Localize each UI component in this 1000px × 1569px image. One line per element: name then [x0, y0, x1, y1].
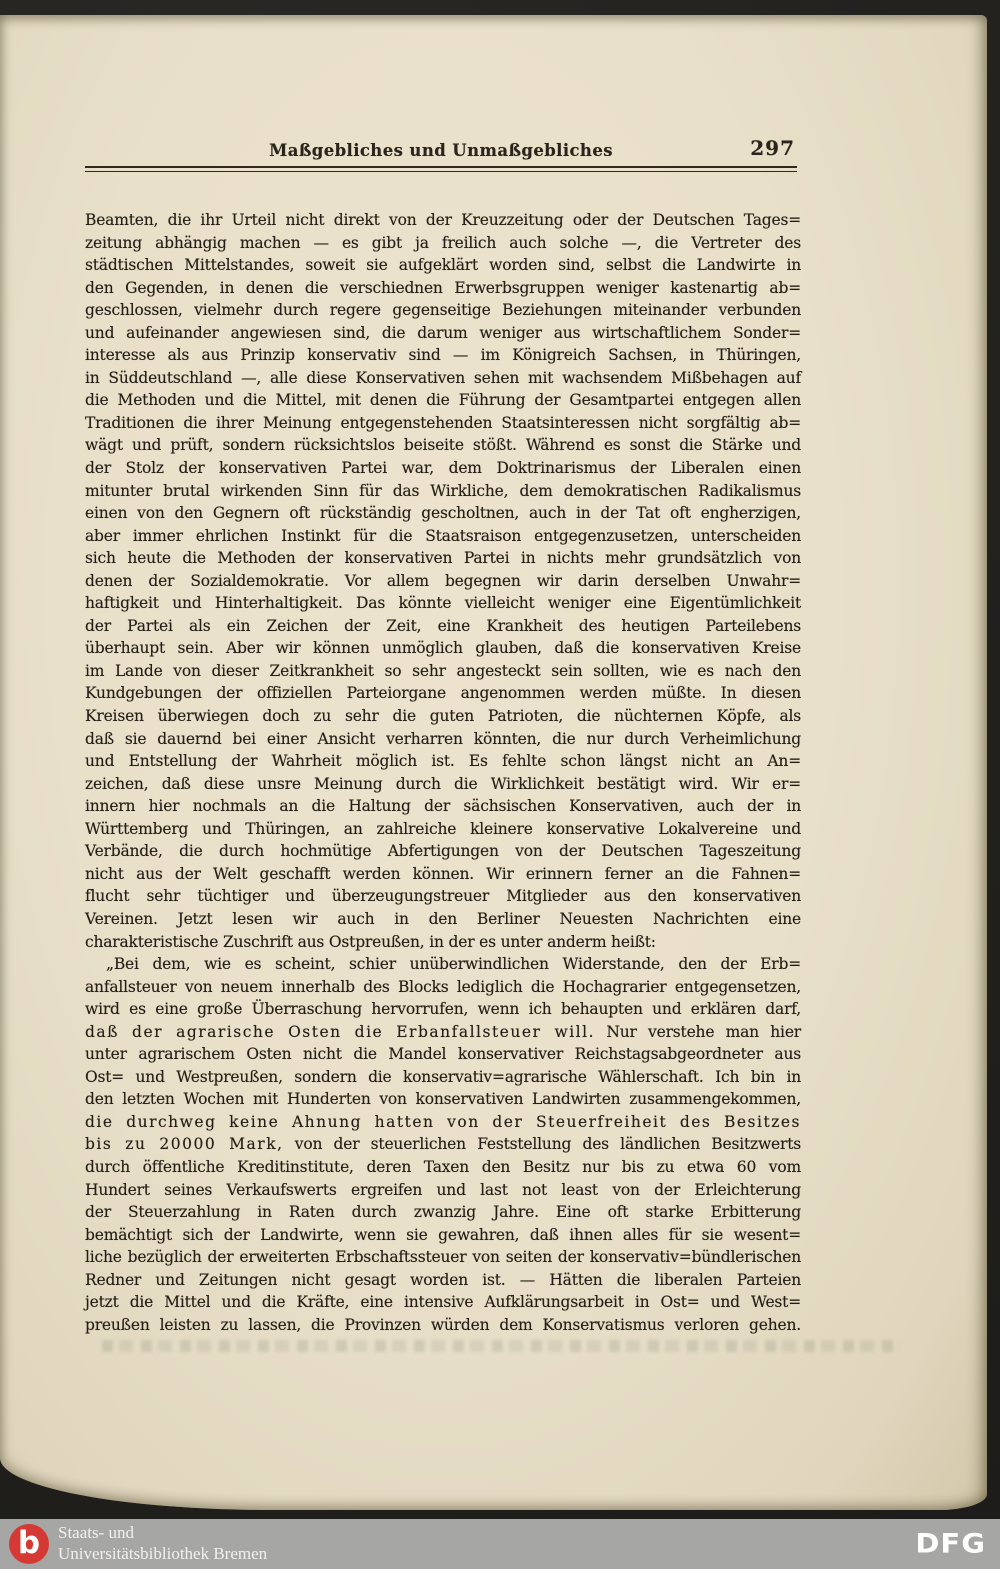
- text-segment: in Süddeutschland —, alle diese Konservativen sehen mit wachsendem Mißbehagen auf: [85, 368, 801, 387]
- text-segment: unter agrarischem Osten nicht die Mandel konservativer Reichstagsabgeordneter aus: [85, 1045, 801, 1064]
- text-segment: flucht sehr tüchtiger und überzeugungstreuer Mitglieder aus den konservativen: [85, 887, 801, 906]
- text-line: [85, 840, 801, 863]
- text-segment: wägt und prüft, sondern rücksichtslos beiseite stößt. Während es sonst die Stärke und: [85, 436, 801, 455]
- text-segment: liche bezüglich der erweiterten Erbschaftssteuer von seiten der konservativ=bündlerischen: [85, 1248, 801, 1267]
- library-name-line1: Staats- und: [58, 1523, 135, 1542]
- text-line: [85, 592, 801, 615]
- dfg-logo: DFG: [915, 1527, 986, 1559]
- text-line: [85, 953, 801, 976]
- text-segment: charakteristische Zuschrift aus Ostpreußen, in der es unter anderm heißt:: [85, 932, 656, 951]
- page-body-text: [85, 209, 801, 1336]
- emphasized-text-segment: daß der agrarische Osten die Erbanfallsteuer will.: [85, 1022, 596, 1041]
- text-segment: wird es eine große Überraschung hervorrufen, wenn ich behaupten und erklären darf,: [85, 1000, 801, 1019]
- text-line: [85, 1224, 801, 1247]
- text-line: [85, 750, 801, 773]
- text-segment: zeichen, daß diese unsre Meinung durch die Wirklichkeit bestätigt wird. Wir er=: [85, 774, 801, 793]
- text-segment: den letzten Wochen mit Hunderten von konservativen Landwirten zusammengekommen,: [85, 1090, 801, 1109]
- text-segment: Württemberg und Thüringen, an zahlreiche kleinere konservative Lokalvereine und: [85, 819, 801, 838]
- text-segment: und aufeinander angewiesen sind, die darum weniger aus wirtschaftlichem Sonder=: [85, 323, 801, 342]
- text-segment: Hundert seines Verkaufswerts ergreifen und last not least von der Erleichterung: [85, 1180, 801, 1199]
- text-line: [85, 1066, 801, 1089]
- header-rule: [85, 166, 797, 172]
- text-segment: der Partei als ein Zeichen der Zeit, eine Krankheit des heutigen Parteilebens: [85, 616, 801, 635]
- text-line: [85, 1201, 801, 1224]
- text-segment: Traditionen die ihrer Meinung entgegenstehenden Staatsinteressen nicht sorgfältig ab=: [85, 413, 801, 432]
- book-page: [0, 15, 987, 1510]
- text-segment: Kreisen überwiegen doch zu sehr die guten Patrioten, die nüchternen Köpfe, als: [85, 707, 801, 726]
- text-line: [85, 1133, 801, 1156]
- text-line: [85, 344, 801, 367]
- ink-bleedthrough: [102, 1340, 900, 1352]
- text-line: [85, 232, 801, 255]
- text-line: [85, 885, 801, 908]
- text-segment: denen der Sozialdemokratie. Vor allem begegnen wir darin derselben Unwahr=: [85, 571, 801, 590]
- text-line: [85, 1043, 801, 1066]
- text-segment: preußen leisten zu lassen, die Provinzen würden dem Konservatismus verloren gehen.: [85, 1315, 801, 1334]
- text-line: [85, 908, 801, 931]
- text-line: [85, 1291, 801, 1314]
- text-line: [85, 547, 801, 570]
- text-segment: jetzt die Mittel und die Kräfte, eine intensive Aufklärungsarbeit in Ost= und West=: [85, 1293, 801, 1312]
- text-line: [85, 1088, 801, 1111]
- text-line: [85, 660, 801, 683]
- text-segment: der Stolz der konservativen Partei war, dem Doktrinarismus der Liberalen einen: [85, 459, 801, 478]
- text-line: [85, 682, 801, 705]
- text-segment: aber immer ehrlichen Instinkt für die Staatsraison entgegenzusetzen, unterscheiden: [85, 526, 801, 545]
- text-line: [85, 773, 801, 796]
- text-line: [85, 570, 801, 593]
- text-segment: Ost= und Westpreußen, sondern die konservativ=agrarische Wählerschaft. Ich bin in: [85, 1067, 801, 1086]
- text-segment: mitunter brutal wirkenden Sinn für das Wirkliche, dem demokratischen Radikalismus: [85, 481, 801, 500]
- running-header: [85, 138, 797, 162]
- emphasized-text-segment: die durchweg keine Ahnung hatten von der Steuerfreiheit des Besitzes: [85, 1112, 801, 1131]
- text-line: [85, 1246, 801, 1269]
- text-line: [85, 615, 801, 638]
- library-name: [58, 1523, 267, 1564]
- text-line: [85, 525, 801, 548]
- library-name-line2: Universitätsbibliothek Bremen: [58, 1543, 268, 1563]
- text-segment: bemächtigt sich der Landwirte, wenn sie gewahren, daß ihnen alles für sie wesent=: [85, 1225, 801, 1244]
- text-segment: Kundgebungen der offiziellen Parteiorgane angenommen werden müßte. In diesen: [85, 684, 801, 703]
- text-line: [85, 209, 801, 232]
- text-line: [85, 434, 801, 457]
- page-number: 297: [750, 136, 795, 160]
- text-segment: daß sie dauernd bei einer Ansicht verharren könnten, die nur durch Verheimlichung: [85, 729, 801, 748]
- text-line: [85, 637, 801, 660]
- library-footer-bar: [0, 1519, 1000, 1569]
- text-segment: im Lande von dieser Zeitkrankheit so sehr angesteckt sein sollten, wie es nach den: [85, 661, 801, 680]
- text-segment: durch öffentliche Kreditinstitute, deren Taxen den Besitz nur bis zu etwa 60 vom: [85, 1157, 801, 1176]
- text-line: [85, 480, 801, 503]
- running-header-title: Maßgebliches und Unmaßgebliches: [269, 141, 613, 160]
- text-line: [85, 1269, 801, 1292]
- text-segment: der Steuerzahlung in Raten durch zwanzig Jahre. Eine oft starke Erbitterung: [85, 1203, 801, 1222]
- text-segment: innern hier nochmals an die Haltung der sächsischen Konservativen, auch der in: [85, 797, 801, 816]
- text-line: [85, 502, 801, 525]
- text-line: [85, 367, 801, 390]
- text-segment: von der steuerlichen Feststellung des ländlichen Besitzwerts: [283, 1135, 801, 1154]
- text-segment: überhaupt sein. Aber wir können unmöglich glauben, daß die konservativen Kreise: [85, 639, 801, 658]
- text-line: [85, 412, 801, 435]
- text-line: [85, 705, 801, 728]
- text-segment: Verbände, die durch hochmütige Abfertigungen von der Deutschen Tageszeitung: [85, 842, 801, 861]
- text-line: [85, 322, 801, 345]
- text-line: [85, 299, 801, 322]
- text-segment: haftigkeit und Hinterhaltigkeit. Das könnte vielleicht weniger eine Eigentümlichkeit: [85, 594, 801, 613]
- text-line: [85, 1021, 801, 1044]
- text-line: [85, 728, 801, 751]
- text-line: [85, 1111, 801, 1134]
- text-line: [85, 389, 801, 412]
- text-segment: „Bei dem, wie es scheint, schier unüberwindlichen Widerstande, den der Erb=: [106, 955, 801, 974]
- text-segment: Nur verstehe man hier: [595, 1022, 802, 1041]
- text-segment: interesse als aus Prinzip konservativ sind — im Königreich Sachsen, in Thüringen,: [85, 346, 801, 365]
- text-line: [85, 277, 801, 300]
- text-segment: zeitung abhängig machen — es gibt ja freilich auch solche —, die Vertreter des: [85, 233, 801, 252]
- text-line: [85, 818, 801, 841]
- text-segment: anfallsteuer von neuem innerhalb des Blocks lediglich die Hochagrarier entgegensetzen,: [85, 977, 801, 996]
- text-segment: den Gegenden, in denen die verschiednen Erwerbsgruppen weniger kastenartig ab=: [85, 278, 801, 297]
- text-segment: und Entstellung der Wahrheit möglich ist. Es fehlte schon längst nicht an An=: [85, 752, 801, 771]
- text-segment: nicht aus der Welt geschafft werden können. Wir erinnern ferner an die Fahnen=: [85, 864, 801, 883]
- text-segment: Beamten, die ihr Urteil nicht direkt von der Kreuzzeitung oder der Deutschen Tages=: [85, 211, 801, 229]
- text-line: [85, 976, 801, 999]
- text-line: [85, 795, 801, 818]
- text-segment: geschlossen, vielmehr durch regere gegenseitige Beziehungen miteinander verbunden: [85, 301, 801, 320]
- text-segment: Redner und Zeitungen nicht gesagt worden ist. — Hätten die liberalen Parteien: [85, 1270, 801, 1289]
- text-line: [85, 863, 801, 886]
- text-line: [85, 1156, 801, 1179]
- emphasized-text-segment: bis zu 20000 Mark,: [85, 1135, 284, 1154]
- text-segment: Vereinen. Jetzt lesen wir auch in den Berliner Neuesten Nachrichten eine: [85, 909, 801, 928]
- text-line: [85, 1314, 801, 1337]
- text-line: [85, 457, 801, 480]
- text-segment: städtischen Mittelstandes, soweit sie aufgeklärt worden sind, selbst die Landwirte in: [85, 256, 801, 275]
- text-line: [85, 998, 801, 1021]
- text-segment: die Methoden und die Mittel, mit denen die Führung der Gesamtpartei entgegen allen: [85, 391, 801, 410]
- text-line: [85, 931, 801, 954]
- text-segment: einen von den Gegnern oft rückständig gescholtnen, auch in der Tat oft engherzigen,: [85, 504, 801, 523]
- text-segment: sich heute die Methoden der konservativen Partei in nichts mehr grundsätzlich von: [85, 549, 801, 568]
- text-line: [85, 254, 801, 277]
- library-logo-icon: b: [9, 1524, 49, 1564]
- text-line: [85, 1179, 801, 1202]
